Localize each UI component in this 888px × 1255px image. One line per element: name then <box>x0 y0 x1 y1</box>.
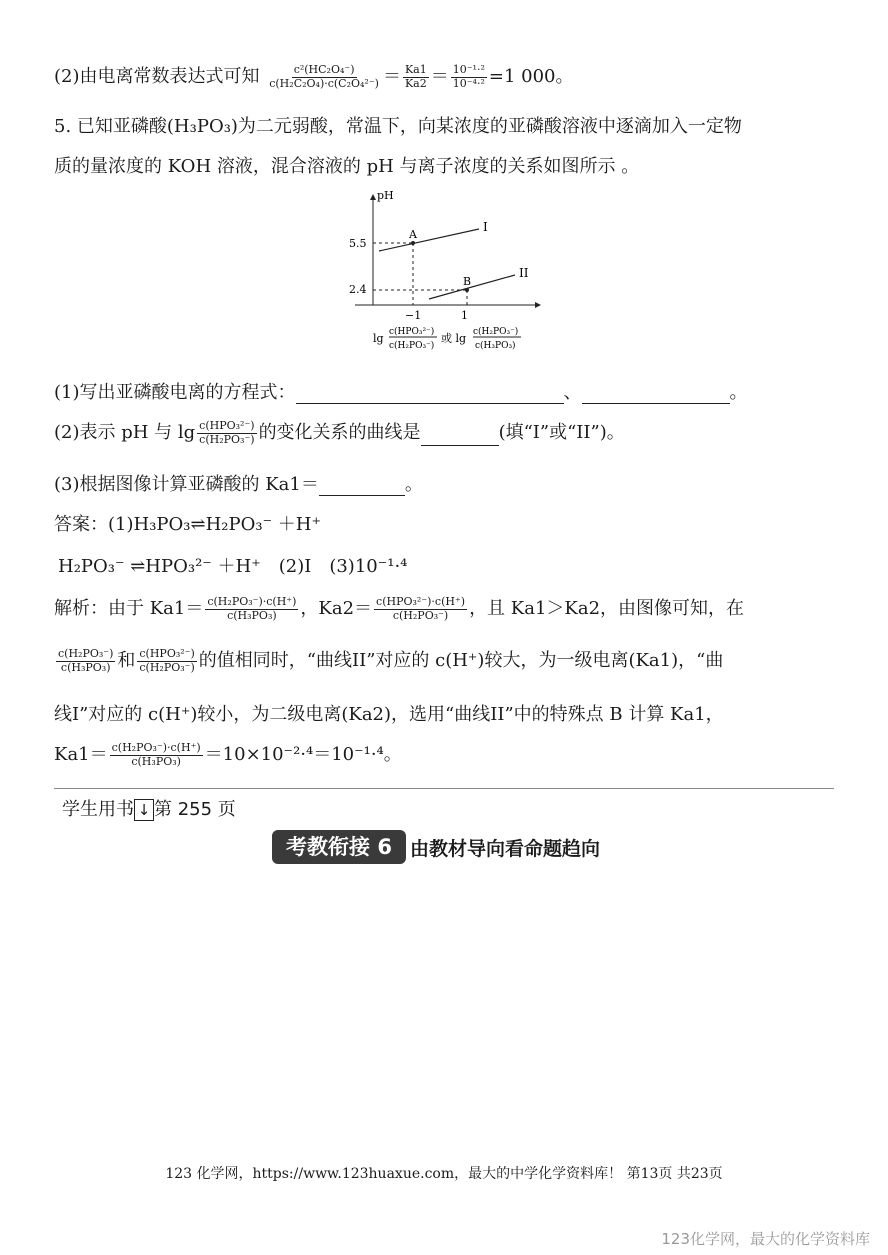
section-title: 由教材导向看命题趋向 <box>410 838 601 860</box>
question-3 <box>54 470 423 496</box>
text: (填“I”或“II”)。 <box>498 422 625 443</box>
y-axis-label: pH <box>377 189 394 202</box>
denominator: c(H₃PO₃) <box>131 754 181 768</box>
curve-I <box>379 229 479 251</box>
answer-blank[interactable] <box>421 427 499 446</box>
denominator: Ka2 <box>404 76 427 90</box>
numerator: c(HPO₃²⁻) <box>199 418 255 432</box>
y-tick-label: 2.4 <box>349 283 367 296</box>
question-5-line-1: 5. 已知亚磷酸(H₃PO₃)为二元弱酸，常温下，向某浓度的亚磷酸溶液中逐滴加入一定物 <box>54 116 742 137</box>
fraction <box>205 596 298 622</box>
x-label-lg: lg <box>373 332 384 345</box>
explanation-line-2 <box>54 646 723 674</box>
text: ，Ka2＝ <box>300 598 373 619</box>
numerator: c(HPO₃²⁻) <box>139 646 195 660</box>
fraction <box>451 64 487 90</box>
answer-blank[interactable] <box>319 477 405 496</box>
x-label-den: c(H₃PO₃) <box>475 341 516 351</box>
denominator: c(H₂C₂O₄)·c(C₂O₄²⁻) <box>269 76 379 90</box>
x-label-num: c(H₂PO₃⁻) <box>473 327 519 337</box>
text: (2)由电离常数表达式可知 <box>54 66 260 87</box>
text: 解析：由于 Ka1＝ <box>54 598 204 619</box>
divider <box>54 788 834 789</box>
fraction <box>197 420 256 446</box>
section-badge: 考教衔接 6 <box>272 830 406 864</box>
fraction <box>403 64 429 90</box>
numerator: c(H₂PO₃⁻)·c(H⁺) <box>207 594 297 608</box>
denominator: c(H₃PO₃) <box>60 660 111 674</box>
x-label-den: c(H₂PO₃⁻) <box>389 341 435 351</box>
text: 第 255 页 <box>154 799 236 820</box>
page-footer: 123 化学网，https://www.123huaxue.com，最大的中学化学资料库！ 第13页 共23页 <box>165 1166 723 1182</box>
text: 、 <box>563 382 582 403</box>
x-label-or: 或 lg <box>441 332 467 345</box>
text: Ka1＝ <box>54 744 108 765</box>
text: (1)写出亚磷酸电离的方程式： <box>54 382 296 403</box>
point-A-label: A <box>409 228 417 241</box>
numerator: Ka1 <box>404 62 427 76</box>
fraction <box>137 648 196 674</box>
book-reference <box>62 795 236 821</box>
denominator: c(H₂PO₃⁻) <box>199 432 255 446</box>
text: 的变化关系的曲线是 <box>258 422 421 443</box>
fraction <box>267 64 381 90</box>
text: 和 <box>117 650 136 671</box>
numerator: c(H₂PO₃⁻) <box>58 646 114 660</box>
answer-blank[interactable] <box>296 385 564 404</box>
fraction <box>56 648 115 674</box>
text: ＝10×10⁻²·⁴＝10⁻¹·⁴。 <box>204 744 402 765</box>
curve-II-label: II <box>519 266 529 280</box>
curve-II <box>429 275 515 299</box>
text: (2)表示 pH 与 lg <box>54 422 196 443</box>
x-tick-label: 1 <box>461 309 468 322</box>
y-tick-label: 5.5 <box>349 237 367 250</box>
down-arrow-icon: ↓ <box>134 799 154 821</box>
text: =1 000。 <box>488 66 574 87</box>
question-5-line-2: 质的量浓度的 KOH 溶液，混合溶液的 pH 与离子浓度的关系如图所示 。 <box>54 156 640 177</box>
answer-line-2: H₂PO₃⁻ ⇌HPO₃²⁻ ＋H⁺ (2)I (3)10⁻¹·⁴ <box>58 556 408 577</box>
ph-chart <box>345 185 545 360</box>
curve-I-label: I <box>483 220 488 234</box>
fraction <box>110 742 203 768</box>
text: 的值相同时，“曲线II”对应的 c(H⁺)较大，为一级电离(Ka1)，“曲 <box>198 650 724 671</box>
x-label-num: c(HPO₃²⁻) <box>389 327 435 337</box>
text: (3)根据图像计算亚磷酸的 Ka1＝ <box>54 474 319 495</box>
question-2 <box>54 418 625 446</box>
text: ，且 Ka1＞Ka2，由图像可知，在 <box>469 598 745 619</box>
denominator: c(H₃PO₃) <box>227 608 277 622</box>
text: 。 <box>729 382 748 403</box>
numerator: c(HPO₃²⁻)·c(H⁺) <box>376 594 466 608</box>
question-1 <box>54 378 748 404</box>
text: 。 <box>404 474 423 495</box>
denominator: 10⁻⁴·² <box>452 76 485 90</box>
explanation-line-4 <box>54 740 402 768</box>
point-B-label: B <box>463 275 472 288</box>
denominator: c(H₂PO₃⁻) <box>392 608 449 622</box>
explanation-line-1 <box>54 594 744 622</box>
point-B <box>465 288 469 292</box>
text: 学生用书 <box>62 799 134 820</box>
fraction <box>374 596 467 622</box>
watermark: 123化学网，最大的化学资料库 <box>661 1230 870 1248</box>
denominator: c(H₂PO₃⁻) <box>139 660 195 674</box>
point-A <box>411 241 415 245</box>
numerator: c²(HC₂O₄⁻) <box>293 62 355 76</box>
answer-blank[interactable] <box>582 385 730 404</box>
explanation-line-3: 线I”对应的 c(H⁺)较小，为二级电离(Ka2)，选用“曲线II”中的特殊点 B 计算 Ka1， <box>54 704 724 725</box>
numerator: 10⁻¹·² <box>452 62 485 76</box>
electrolysis-constant-line: (2)由电离常数表达式可知 $\frac{\text{c²(HC₂O₄⁻)}}{\text{c(H₂C₂O₄)·c(C₂O₄²⁻)}}$ ＝ $\frac{Ka1}{Ka2}$ ＝ $\frac{\text{10⁻¹·²}}{\text{10⁻⁴·²}}$ =1 000。 <box>54 62 574 90</box>
numerator: c(H₂PO₃⁻)·c(H⁺) <box>111 740 201 754</box>
x-tick-label: −1 <box>405 309 422 322</box>
answer-line-1: 答案：(1)H₃PO₃⇌H₂PO₃⁻ ＋H⁺ <box>54 514 321 535</box>
